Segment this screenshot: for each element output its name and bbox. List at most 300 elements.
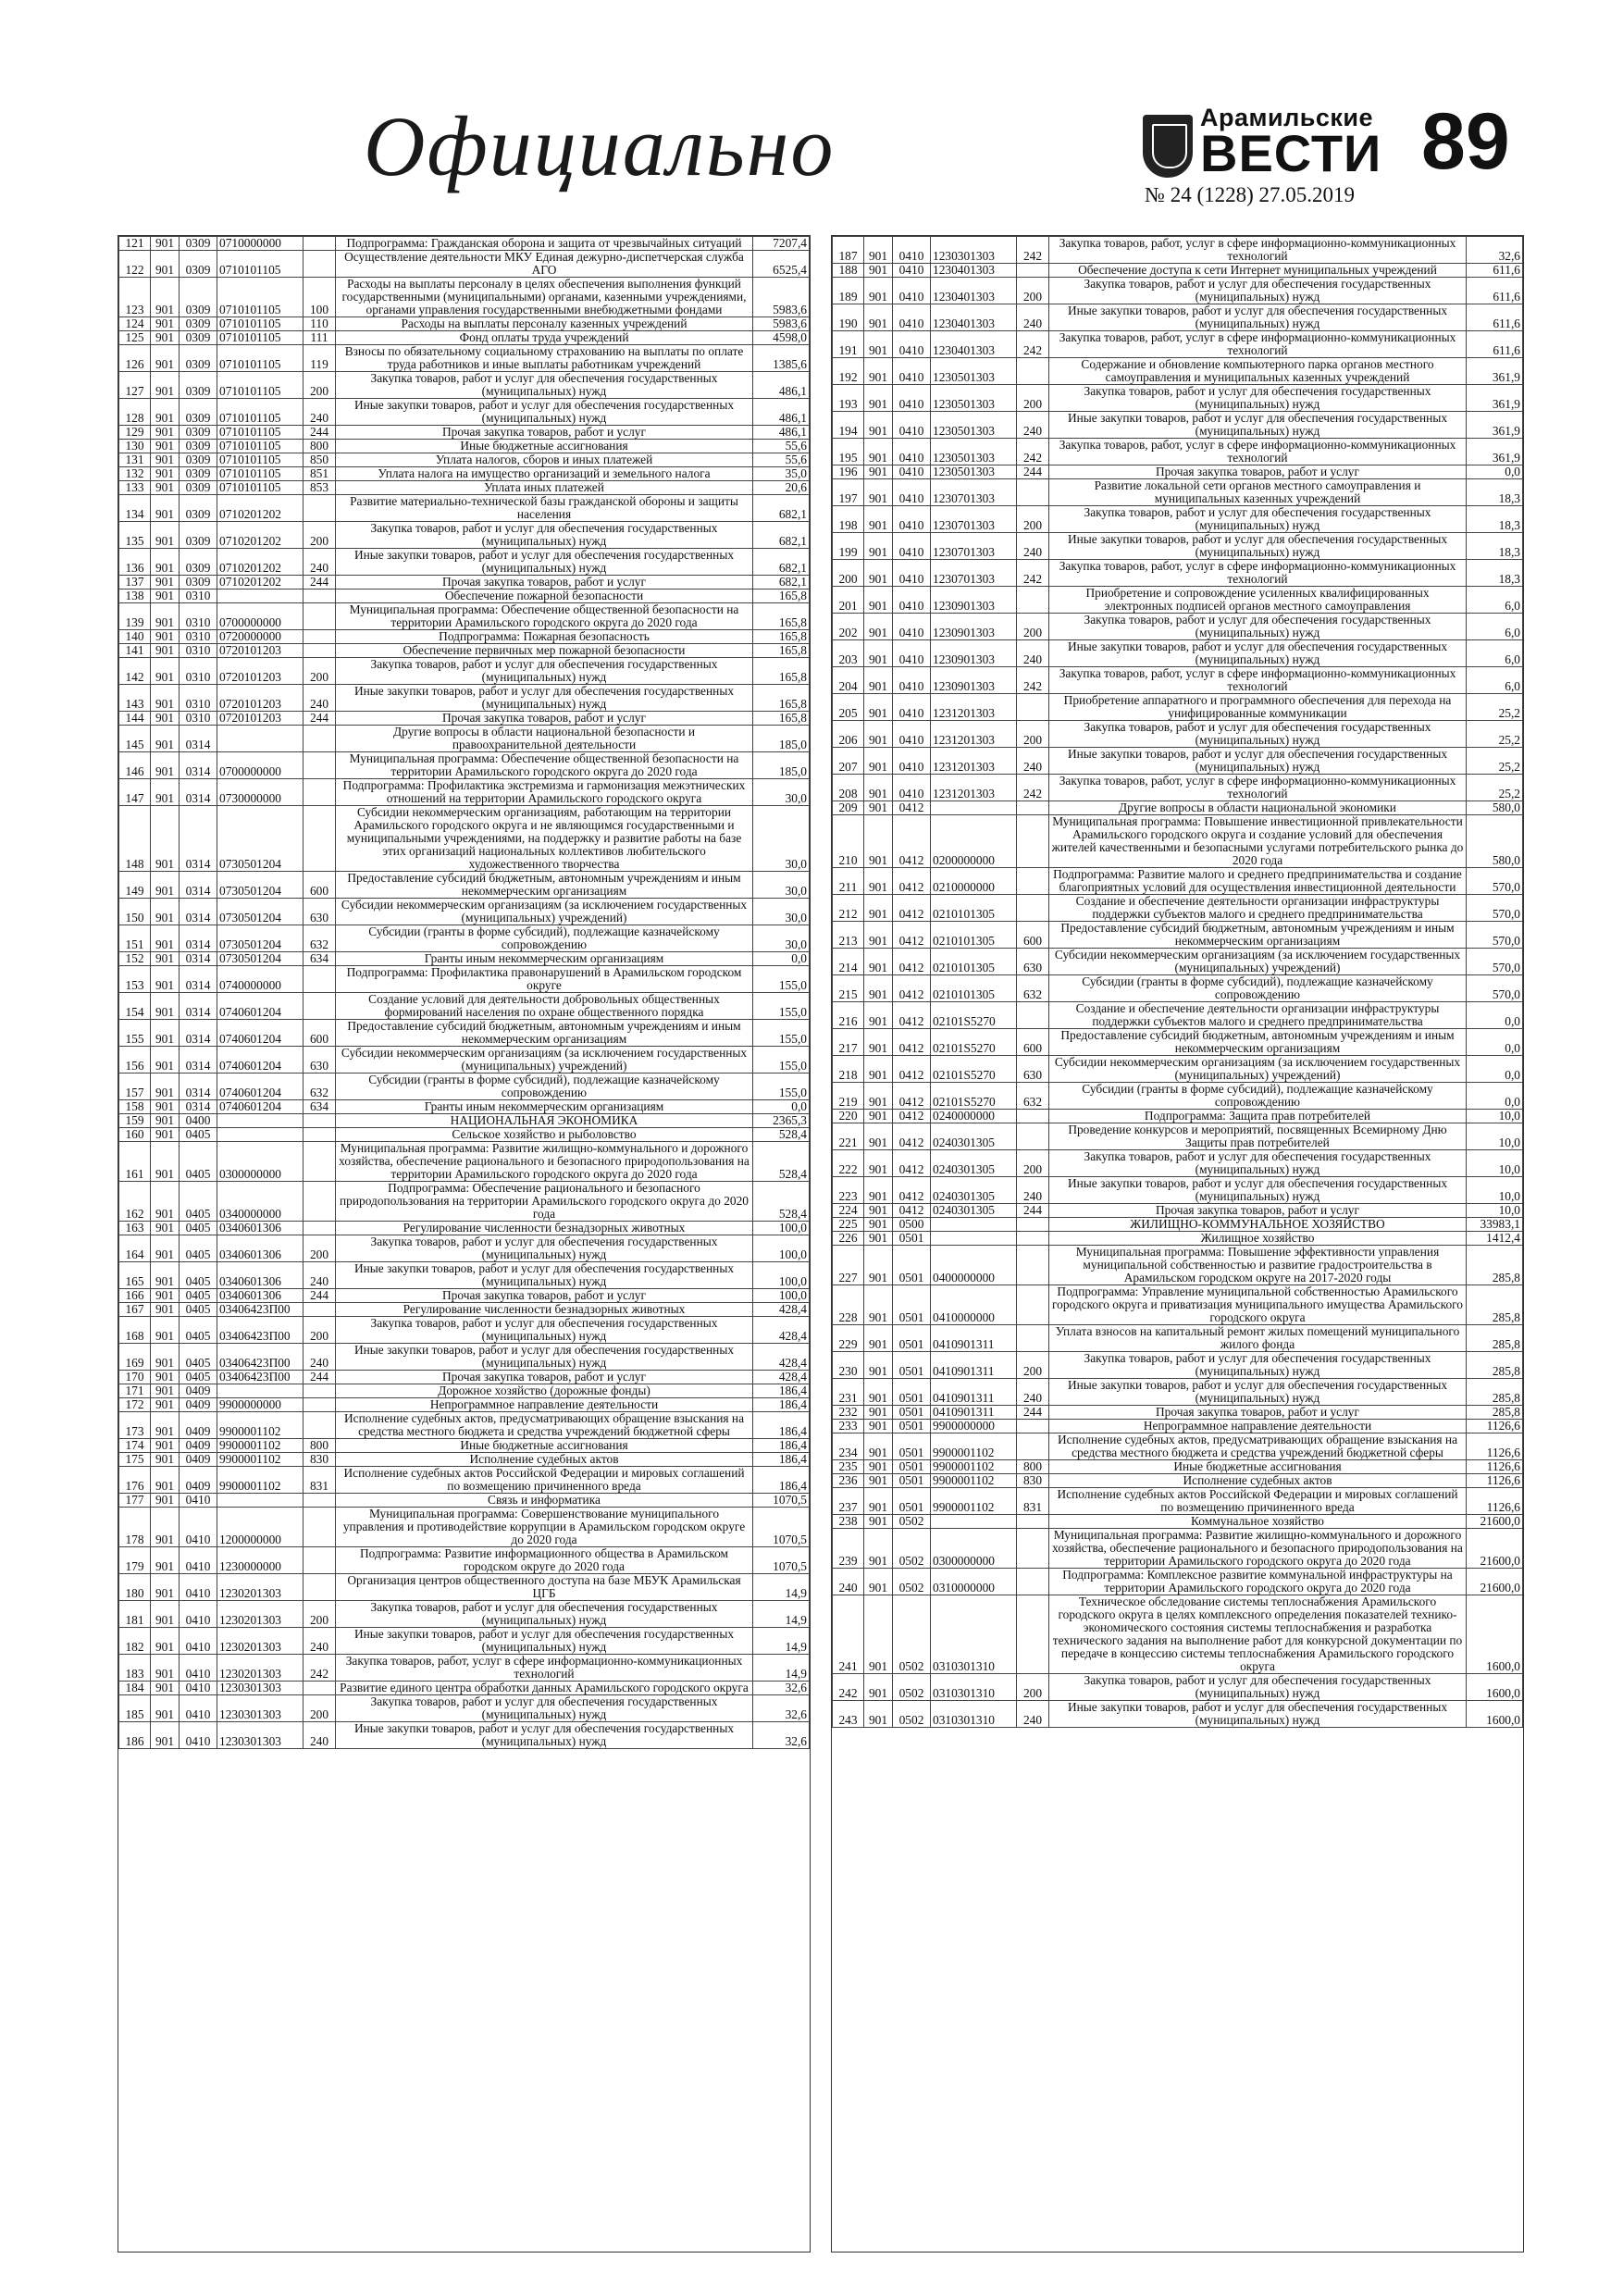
expense-type-code: 242 (1017, 439, 1049, 465)
expense-type-code (1017, 1325, 1049, 1352)
admin-code: 901 (864, 1529, 893, 1569)
expense-type-code (304, 590, 336, 603)
amount: 361,9 (1467, 439, 1523, 465)
table-row (119, 1317, 810, 1344)
admin-code: 901 (151, 522, 180, 549)
admin-code: 901 (864, 1325, 893, 1352)
expense-type-code: 240 (1017, 304, 1049, 331)
item-name: Закупка товаров, работ, услуг в сфере информационно-коммуникационных технологий (336, 1655, 753, 1682)
newspaper-logo (1143, 104, 1382, 182)
table-row (833, 1529, 1523, 1569)
row-number: 129 (119, 426, 151, 440)
table-row (119, 317, 810, 331)
admin-code: 901 (864, 439, 893, 465)
amount: 1600,0 (1467, 1701, 1523, 1728)
item-name: Развитие материально-технической базы гражданской обороны и защиты населения (336, 495, 753, 522)
target-code: 0240301305 (931, 1150, 1017, 1177)
target-code: 0240301305 (931, 1123, 1017, 1150)
section-code: 0412 (893, 1123, 931, 1150)
item-name: Закупка товаров, работ и услуг для обеспечения государственных (муниципальных) нужд (1049, 385, 1467, 412)
target-code: 0710101105 (217, 426, 304, 440)
section-code: 0410 (893, 278, 931, 304)
table-row (833, 1515, 1523, 1529)
admin-code: 901 (151, 1453, 180, 1467)
row-number: 193 (833, 385, 864, 412)
row-number: 200 (833, 560, 864, 587)
row-number: 204 (833, 667, 864, 694)
row-number: 226 (833, 1232, 864, 1246)
amount: 5983,6 (753, 278, 810, 317)
item-name: Создание и обеспечение деятельности организации инфраструктуры поддержки субъектов малого и среднего предпринимательства (1049, 895, 1467, 922)
section-code: 0502 (893, 1595, 931, 1674)
item-name: Взносы по обязательному социальному страхованию на выплаты по оплате труда работников и иные выплаты работникам учреждений (336, 345, 753, 372)
target-code: 0210101305 (931, 975, 1017, 1002)
section-code: 0400 (180, 1114, 217, 1128)
amount: 186,4 (753, 1384, 810, 1398)
admin-code: 901 (151, 658, 180, 685)
item-name: Предоставление субсидий бюджетным, автономным учреждениям и иным некоммерческим организациям (1049, 922, 1467, 949)
expense-type-code: 240 (1017, 1701, 1049, 1728)
expense-type-code (1017, 1515, 1049, 1529)
item-name: Развитие единого центра обработки данных Арамильского городского округа (336, 1682, 753, 1695)
row-number: 194 (833, 412, 864, 439)
target-code: 1230701303 (931, 533, 1017, 560)
admin-code: 901 (151, 1303, 180, 1317)
section-code: 0412 (893, 868, 931, 895)
expense-type-code (1017, 1285, 1049, 1325)
expense-type-code: 630 (1017, 949, 1049, 975)
amount: 2365,3 (753, 1114, 810, 1128)
section-code: 0502 (893, 1529, 931, 1569)
table-row (833, 1460, 1523, 1474)
row-number: 123 (119, 278, 151, 317)
section-code: 0309 (180, 331, 217, 345)
item-name: Закупка товаров, работ и услуг для обеспечения государственных (муниципальных) нужд (336, 372, 753, 399)
expense-type-code (304, 630, 336, 644)
amount: 611,6 (1467, 264, 1523, 278)
expense-type-code: 244 (304, 1371, 336, 1384)
budget-table-right (832, 236, 1523, 1728)
target-code: 9900000000 (931, 1420, 1017, 1433)
amount: 18,3 (1467, 560, 1523, 587)
admin-code: 901 (151, 426, 180, 440)
target-code (931, 1218, 1017, 1232)
target-code: 02101S5270 (931, 1083, 1017, 1110)
table-row (119, 752, 810, 779)
expense-type-code: 240 (304, 1262, 336, 1289)
amount: 32,6 (753, 1695, 810, 1722)
target-code: 02101S5270 (931, 1056, 1017, 1083)
admin-code: 901 (864, 304, 893, 331)
item-name: Уплата налогов, сборов и иных платежей (336, 453, 753, 467)
target-code: 0340601306 (217, 1222, 304, 1235)
admin-code: 901 (151, 644, 180, 658)
row-number: 124 (119, 317, 151, 331)
item-name: Подпрограмма: Управление муниципальной собственностью Арамильского городского округа и приватизация муниципального имущества Арамильского городского округа (1049, 1285, 1467, 1325)
target-code: 9900001102 (931, 1488, 1017, 1515)
item-name: Исполнение судебных актов Российской Федерации и мировых соглашений по возмещению причиненного вреда (1049, 1488, 1467, 1515)
admin-code: 901 (151, 453, 180, 467)
budget-table-right-column (831, 235, 1524, 2253)
row-number: 214 (833, 949, 864, 975)
target-code: 0740601204 (217, 993, 304, 1020)
target-code: 1230501303 (931, 439, 1017, 465)
expense-type-code: 800 (1017, 1460, 1049, 1474)
row-number: 196 (833, 465, 864, 479)
table-row (833, 815, 1523, 868)
section-code: 0501 (893, 1406, 931, 1420)
table-row (833, 868, 1523, 895)
expense-type-code: 242 (1017, 667, 1049, 694)
target-code: 1230901303 (931, 587, 1017, 614)
item-name: Прочая закупка товаров, работ и услуг (1049, 1204, 1467, 1218)
expense-type-code (1017, 264, 1049, 278)
item-name: Создание условий для деятельности добровольных общественных формирований населения по охране общественного порядка (336, 993, 753, 1020)
admin-code: 901 (864, 479, 893, 506)
section-code: 0410 (893, 412, 931, 439)
row-number: 239 (833, 1529, 864, 1569)
table-row (119, 1412, 810, 1439)
amount: 10,0 (1467, 1204, 1523, 1218)
row-number: 179 (119, 1547, 151, 1574)
amount: 165,8 (753, 658, 810, 685)
admin-code: 901 (864, 1674, 893, 1701)
table-row (119, 481, 810, 495)
table-row (833, 1110, 1523, 1123)
target-code: 1230201303 (217, 1574, 304, 1601)
table-row (119, 1439, 810, 1453)
section-code: 0405 (180, 1128, 217, 1142)
section-code: 0412 (893, 1110, 931, 1123)
item-name: Непрограммное направление деятельности (336, 1398, 753, 1412)
table-row (833, 358, 1523, 385)
admin-code: 901 (864, 868, 893, 895)
expense-type-code (304, 966, 336, 993)
expense-type-code (1017, 1433, 1049, 1460)
section-code: 0412 (893, 922, 931, 949)
target-code: 0310301310 (931, 1595, 1017, 1674)
target-code (217, 726, 304, 752)
row-number: 186 (119, 1722, 151, 1749)
table-row (833, 1352, 1523, 1379)
item-name: Сельское хозяйство и рыболовство (336, 1128, 753, 1142)
item-name: ЖИЛИЩНО-КОММУНАЛЬНОЕ ХОЗЯЙСТВО (1049, 1218, 1467, 1232)
amount: 1126,6 (1467, 1474, 1523, 1488)
section-code: 0309 (180, 467, 217, 481)
table-row (119, 1655, 810, 1682)
table-row (119, 1222, 810, 1235)
target-code: 0740000000 (217, 966, 304, 993)
expense-type-code (1017, 1123, 1049, 1150)
admin-code: 901 (864, 1701, 893, 1728)
row-number: 145 (119, 726, 151, 752)
section-code: 0309 (180, 372, 217, 399)
target-code: 0710201202 (217, 576, 304, 590)
target-code: 0740601204 (217, 1047, 304, 1074)
expense-type-code (1017, 587, 1049, 614)
admin-code: 901 (864, 667, 893, 694)
admin-code: 901 (864, 1056, 893, 1083)
table-row (833, 1150, 1523, 1177)
section-code: 0501 (893, 1474, 931, 1488)
section-code: 0309 (180, 549, 217, 576)
target-code: 9900000000 (217, 1398, 304, 1412)
row-number: 242 (833, 1674, 864, 1701)
amount: 10,0 (1467, 1123, 1523, 1150)
page-header (0, 0, 1623, 231)
table-row (119, 1398, 810, 1412)
item-name: Иные закупки товаров, работ и услуг для обеспечения государственных (муниципальных) нужд (1049, 412, 1467, 439)
table-row (119, 1047, 810, 1074)
item-name: Приобретение и сопровождение усиленных квалифицированных электронных подписей органов местного самоуправления (1049, 587, 1467, 614)
admin-code: 901 (864, 1460, 893, 1474)
item-name: Субсидии некоммерческим организациям (за исключением государственных (муниципальных) учреждений) (1049, 949, 1467, 975)
amount: 580,0 (1467, 801, 1523, 815)
amount: 18,3 (1467, 533, 1523, 560)
expense-type-code (1017, 895, 1049, 922)
row-number: 192 (833, 358, 864, 385)
amount: 4598,0 (753, 331, 810, 345)
table-row (119, 426, 810, 440)
amount: 25,2 (1467, 775, 1523, 801)
section-code: 0405 (180, 1262, 217, 1289)
target-code: 0300000000 (931, 1529, 1017, 1569)
expense-type-code: 200 (1017, 1352, 1049, 1379)
target-code: 1230701303 (931, 506, 1017, 533)
table-row (833, 640, 1523, 667)
row-number: 243 (833, 1701, 864, 1728)
item-name: Закупка товаров, работ и услуг для обеспечения государственных (муниципальных) нужд (336, 522, 753, 549)
admin-code: 901 (864, 1150, 893, 1177)
table-row (833, 1379, 1523, 1406)
target-code: 1230401303 (931, 278, 1017, 304)
target-code: 9900001102 (217, 1439, 304, 1453)
expense-type-code (304, 779, 336, 806)
row-number: 142 (119, 658, 151, 685)
admin-code: 901 (151, 603, 180, 630)
row-number: 205 (833, 694, 864, 721)
expense-type-code: 200 (1017, 614, 1049, 640)
expense-type-code: 600 (304, 872, 336, 899)
table-row (119, 440, 810, 453)
item-name: Предоставление субсидий бюджетным, автономным учреждениям и иным некоммерческим организациям (336, 872, 753, 899)
table-row (833, 1595, 1523, 1674)
admin-code: 901 (864, 465, 893, 479)
target-code: 0310000000 (931, 1569, 1017, 1595)
amount: 570,0 (1467, 895, 1523, 922)
table-row (119, 1453, 810, 1467)
amount: 428,4 (753, 1317, 810, 1344)
amount: 21600,0 (1467, 1515, 1523, 1529)
section-code: 0410 (893, 358, 931, 385)
table-row (119, 399, 810, 426)
target-code: 0410901311 (931, 1352, 1017, 1379)
row-number: 133 (119, 481, 151, 495)
target-code: 9900001102 (217, 1412, 304, 1439)
item-name: Прочая закупка товаров, работ и услуг (1049, 1406, 1467, 1420)
item-name: Иные закупки товаров, работ и услуг для обеспечения государственных (муниципальных) нужд (336, 1628, 753, 1655)
target-code: 0720101203 (217, 685, 304, 712)
row-number: 238 (833, 1515, 864, 1529)
expense-type-code: 240 (304, 399, 336, 426)
row-number: 211 (833, 868, 864, 895)
row-number: 195 (833, 439, 864, 465)
expense-type-code (1017, 1218, 1049, 1232)
table-row (833, 385, 1523, 412)
target-code: 0710101105 (217, 467, 304, 481)
table-row (119, 1547, 810, 1574)
table-row (833, 1420, 1523, 1433)
admin-code: 901 (151, 1398, 180, 1412)
item-name: Закупка товаров, работ, услуг в сфере информационно-коммуникационных технологий (1049, 439, 1467, 465)
item-name: Муниципальная программа: Развитие жилищно-коммунального и дорожного хозяйства, обеспечение рационального и безопасного природопользования на территории Арамильского городского округа до 2020 года (1049, 1529, 1467, 1569)
expense-type-code: 200 (1017, 278, 1049, 304)
amount: 14,9 (753, 1628, 810, 1655)
target-code: 1230401303 (931, 264, 1017, 278)
section-code: 0314 (180, 1100, 217, 1114)
amount: 486,1 (753, 426, 810, 440)
item-name: Закупка товаров, работ и услуг для обеспечения государственных (муниципальных) нужд (1049, 614, 1467, 640)
expense-type-code: 632 (304, 1074, 336, 1100)
row-number: 154 (119, 993, 151, 1020)
expense-type-code (304, 1142, 336, 1182)
section-code: 0310 (180, 630, 217, 644)
table-row (119, 522, 810, 549)
item-name: Уплата налога на имущество организаций и земельного налога (336, 467, 753, 481)
item-name: Регулирование численности безнадзорных животных (336, 1222, 753, 1235)
section-code: 0410 (893, 775, 931, 801)
item-name: Подпрограмма: Развитие малого и среднего предпринимательства и создание благоприятных условий для осуществления инвестиционной деятельности (1049, 868, 1467, 895)
row-number: 169 (119, 1344, 151, 1371)
target-code: 0730501204 (217, 925, 304, 952)
expense-type-code (1017, 1595, 1049, 1674)
section-code: 0310 (180, 712, 217, 726)
row-number: 131 (119, 453, 151, 467)
section-code: 0405 (180, 1142, 217, 1182)
admin-code: 901 (151, 1262, 180, 1289)
admin-code: 901 (864, 560, 893, 587)
item-name: Иные закупки товаров, работ и услуг для обеспечения государственных (муниципальных) нужд (1049, 1379, 1467, 1406)
amount: 486,1 (753, 372, 810, 399)
row-number: 183 (119, 1655, 151, 1682)
section-code: 0410 (893, 721, 931, 748)
target-code: 1230901303 (931, 667, 1017, 694)
target-code: 0710101105 (217, 399, 304, 426)
target-code: 0700000000 (217, 752, 304, 779)
admin-code: 901 (864, 1232, 893, 1246)
table-row (119, 1262, 810, 1289)
row-number: 176 (119, 1467, 151, 1494)
table-row (119, 1628, 810, 1655)
table-row (119, 1235, 810, 1262)
target-code: 1230301303 (217, 1722, 304, 1749)
expense-type-code (1017, 1002, 1049, 1029)
amount: 285,8 (1467, 1246, 1523, 1285)
amount: 165,8 (753, 603, 810, 630)
table-row (119, 1682, 810, 1695)
admin-code: 901 (151, 1114, 180, 1128)
target-code (217, 1384, 304, 1398)
section-code: 0410 (180, 1655, 217, 1682)
section-code: 0412 (893, 949, 931, 975)
amount: 0,0 (753, 1100, 810, 1114)
expense-type-code: 119 (304, 345, 336, 372)
item-name: Развитие локальной сети органов местного самоуправления и муниципальных казенных учреждений (1049, 479, 1467, 506)
section-code: 0410 (893, 385, 931, 412)
admin-code: 901 (864, 1204, 893, 1218)
admin-code: 901 (151, 440, 180, 453)
table-row (119, 278, 810, 317)
section-code: 0309 (180, 317, 217, 331)
section-code: 0412 (893, 1150, 931, 1177)
expense-type-code (1017, 1110, 1049, 1123)
item-name: Иные закупки товаров, работ и услуг для обеспечения государственных (муниципальных) нужд (1049, 748, 1467, 775)
section-code: 0314 (180, 752, 217, 779)
expense-type-code: 242 (1017, 775, 1049, 801)
target-code: 9900001102 (931, 1474, 1017, 1488)
amount: 155,0 (753, 966, 810, 993)
amount: 10,0 (1467, 1177, 1523, 1204)
section-code: 0412 (893, 1002, 931, 1029)
item-name: Регулирование численности безнадзорных животных (336, 1303, 753, 1317)
row-number: 140 (119, 630, 151, 644)
item-name: Закупка товаров, работ, услуг в сфере информационно-коммуникационных технологий (1049, 237, 1467, 264)
expense-type-code: 244 (304, 576, 336, 590)
table-row (119, 1722, 810, 1749)
target-code: 0710101105 (217, 345, 304, 372)
expense-type-code (304, 993, 336, 1020)
expense-type-code: 244 (1017, 465, 1049, 479)
table-row (119, 331, 810, 345)
item-name: Дорожное хозяйство (дорожные фонды) (336, 1384, 753, 1398)
target-code: 0710201202 (217, 495, 304, 522)
admin-code: 901 (864, 385, 893, 412)
row-number: 128 (119, 399, 151, 426)
item-name: Проведение конкурсов и мероприятий, посвященных Всемирному Дню Защиты прав потребителей (1049, 1123, 1467, 1150)
table-row (833, 1474, 1523, 1488)
section-code: 0412 (893, 815, 931, 868)
section-code: 0410 (893, 560, 931, 587)
row-number: 167 (119, 1303, 151, 1317)
amount: 185,0 (753, 726, 810, 752)
amount: 155,0 (753, 1020, 810, 1047)
expense-type-code (304, 495, 336, 522)
item-name: Исполнение судебных актов Российской Федерации и мировых соглашений по возмещению причиненного вреда (336, 1467, 753, 1494)
admin-code: 901 (151, 1317, 180, 1344)
target-code: 0730501204 (217, 899, 304, 925)
target-code: 0340601306 (217, 1262, 304, 1289)
item-name: Муниципальная программа: Повышение эффективности управления муниципальной собственностью и развитие градостроительства в Арамильском городском округе на 2017-2020 годы (1049, 1246, 1467, 1285)
target-code: 0210101305 (931, 949, 1017, 975)
admin-code: 901 (864, 614, 893, 640)
item-name: Создание и обеспечение деятельности организации инфраструктуры поддержки субъектов малого и среднего предпринимательства (1049, 1002, 1467, 1029)
amount: 186,4 (753, 1412, 810, 1439)
table-row (833, 1218, 1523, 1232)
table-row (833, 721, 1523, 748)
table-row (833, 748, 1523, 775)
table-row (833, 775, 1523, 801)
item-name: Субсидии некоммерческим организациям (за исключением государственных (муниципальных) учреждений) (336, 899, 753, 925)
amount: 528,4 (753, 1128, 810, 1142)
issue-info: № 24 (1228) 27.05.2019 (1145, 183, 1356, 206)
item-name: Расходы на выплаты персоналу казенных учреждений (336, 317, 753, 331)
section-code: 0409 (180, 1467, 217, 1494)
section-code: 0410 (893, 748, 931, 775)
item-name: Предоставление субсидий бюджетным, автономным учреждениям и иным некоммерческим организациям (336, 1020, 753, 1047)
section-code: 0501 (893, 1420, 931, 1433)
expense-type-code: 200 (304, 1601, 336, 1628)
admin-code: 901 (864, 1433, 893, 1460)
